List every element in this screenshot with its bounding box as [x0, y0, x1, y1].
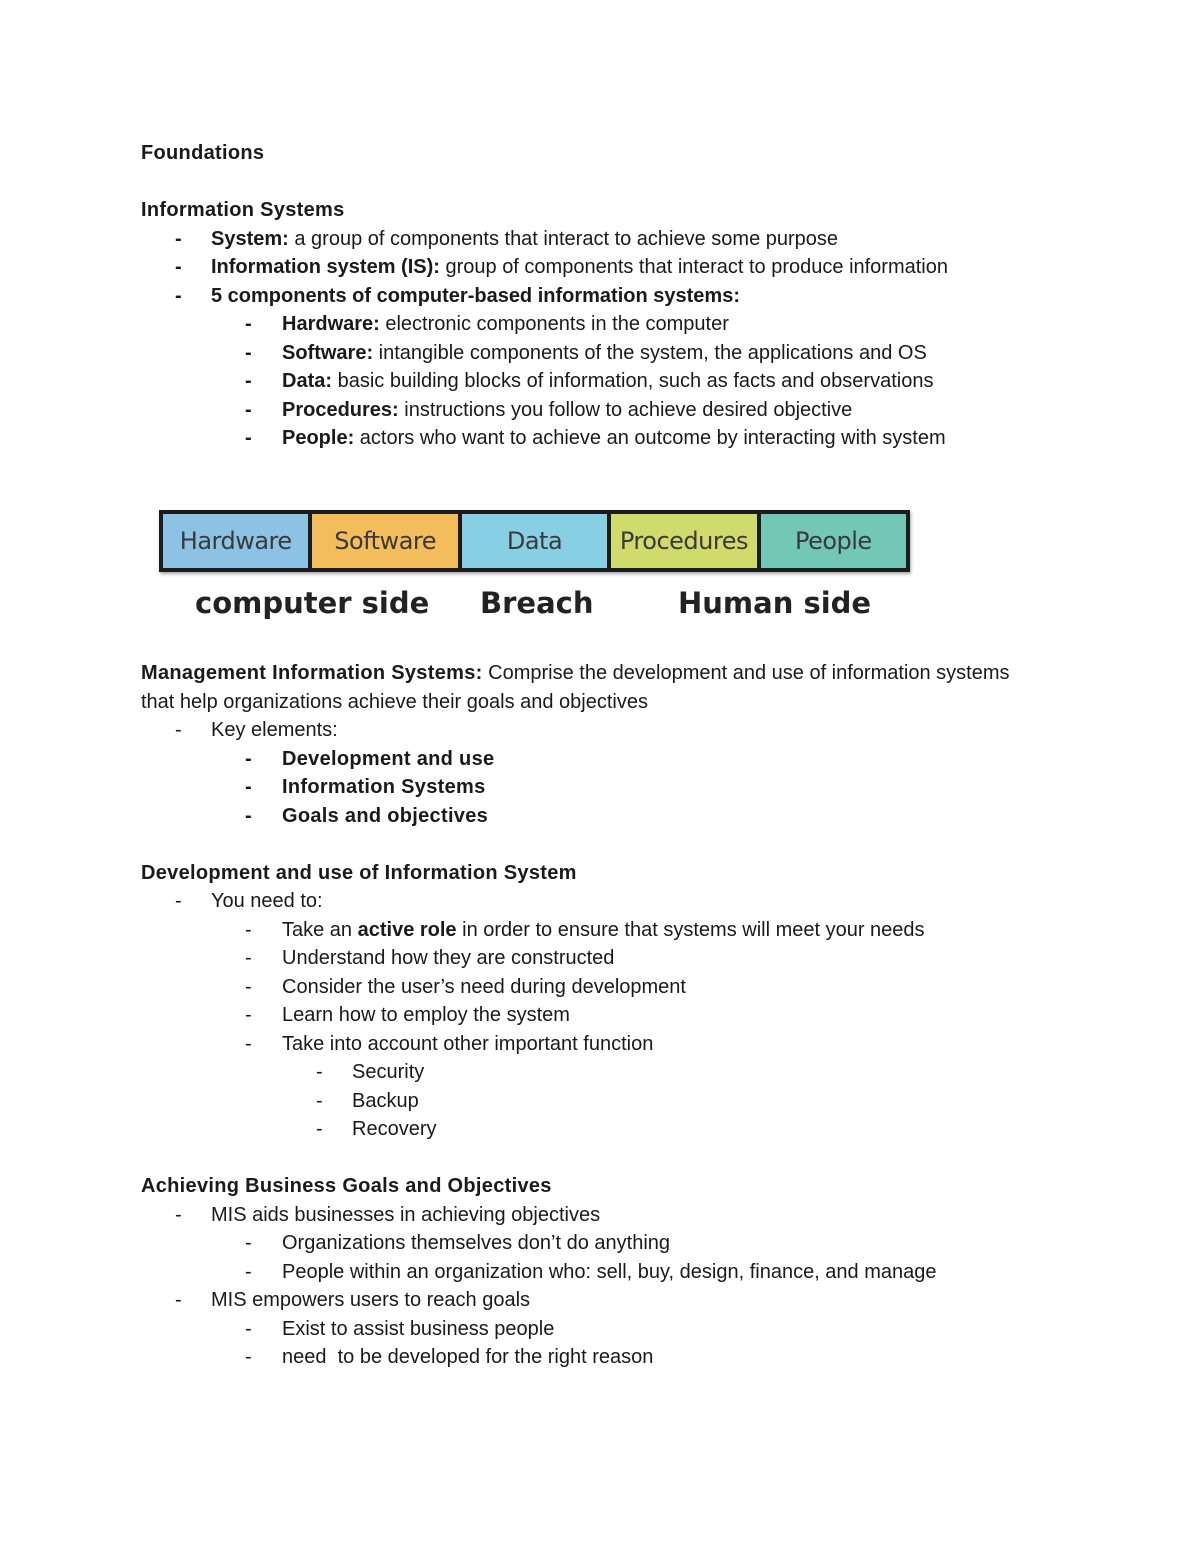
list-item: - Procedures: instructions you follow to achieve desired objective: [245, 398, 853, 421]
list-item: - Information system (IS): group of components that interact to produce information: [175, 256, 948, 278]
list-item: - Development and use: [245, 747, 495, 770]
list-item: - Security: [316, 1061, 425, 1083]
list-item: - You need to:: [175, 890, 323, 912]
list-item: - Backup: [316, 1089, 419, 1112]
list-item: - Take into account other important function: [245, 1032, 654, 1055]
list-item: - Data: basic building blocks of information, such as facts and observations: [245, 370, 934, 392]
list-item: - Software: intangible components of the system, the applications and OS: [245, 341, 927, 364]
list-item: - need to be developed for the right reason: [245, 1346, 654, 1368]
list-item: - People: actors who want to achieve an outcome by interacting with system: [245, 427, 946, 449]
document-body-continued: [141, 659, 1041, 1372]
list-item: - Understand how they are constructed: [245, 947, 615, 969]
list-item: - MIS aids businesses in achieving objectives: [175, 1203, 601, 1226]
mis-definition: Management Information Systems: Comprise the development and use of information systems that help organizations achieve their goals and objectives: [141, 662, 1010, 713]
list-item: - Learn how to employ the system: [245, 1004, 570, 1026]
cell-hardware: Hardware: [163, 514, 312, 568]
list-item: - Key elements:: [175, 719, 338, 741]
page-title: Foundations: [141, 142, 265, 164]
list-item: - Recovery: [316, 1118, 437, 1140]
list-item: - Organizations themselves don’t do anything: [245, 1232, 671, 1254]
list-item: - System: a group of components that interact to achieve some purpose: [175, 227, 839, 250]
document-body: [141, 139, 1041, 453]
list-item: - 5 components of computer-based information systems:: [175, 284, 740, 307]
cell-procedures: Procedures: [611, 514, 760, 568]
list-item: - Hardware: electronic components in the computer: [245, 313, 729, 335]
is-components-diagram: [158, 508, 918, 628]
caption-breach: Breach: [480, 586, 594, 620]
list-item: - Consider the user’s need during development: [245, 975, 686, 998]
section-heading-goals: Achieving Business Goals and Objectives: [141, 1175, 552, 1197]
cell-data: Data: [462, 514, 611, 568]
list-item: - Exist to assist business people: [245, 1317, 555, 1340]
components-strip: [159, 510, 910, 572]
list-item: - Goals and objectives: [245, 804, 489, 827]
list-item: - MIS empowers users to reach goals: [175, 1289, 531, 1311]
section-heading-development: Development and use of Information System: [141, 861, 577, 884]
list-item: - Take an active role in order to ensure that systems will meet your needs: [245, 918, 925, 941]
cell-people: People: [761, 514, 906, 568]
caption-computer-side: computer side: [195, 586, 430, 620]
list-item: - People within an organization who: sell, buy, design, finance, and manage: [245, 1260, 937, 1283]
list-item: - Information Systems: [245, 776, 486, 798]
section-heading-information-systems: Information Systems: [141, 199, 345, 221]
cell-software: Software: [312, 514, 461, 568]
caption-human-side: Human side: [678, 586, 872, 620]
